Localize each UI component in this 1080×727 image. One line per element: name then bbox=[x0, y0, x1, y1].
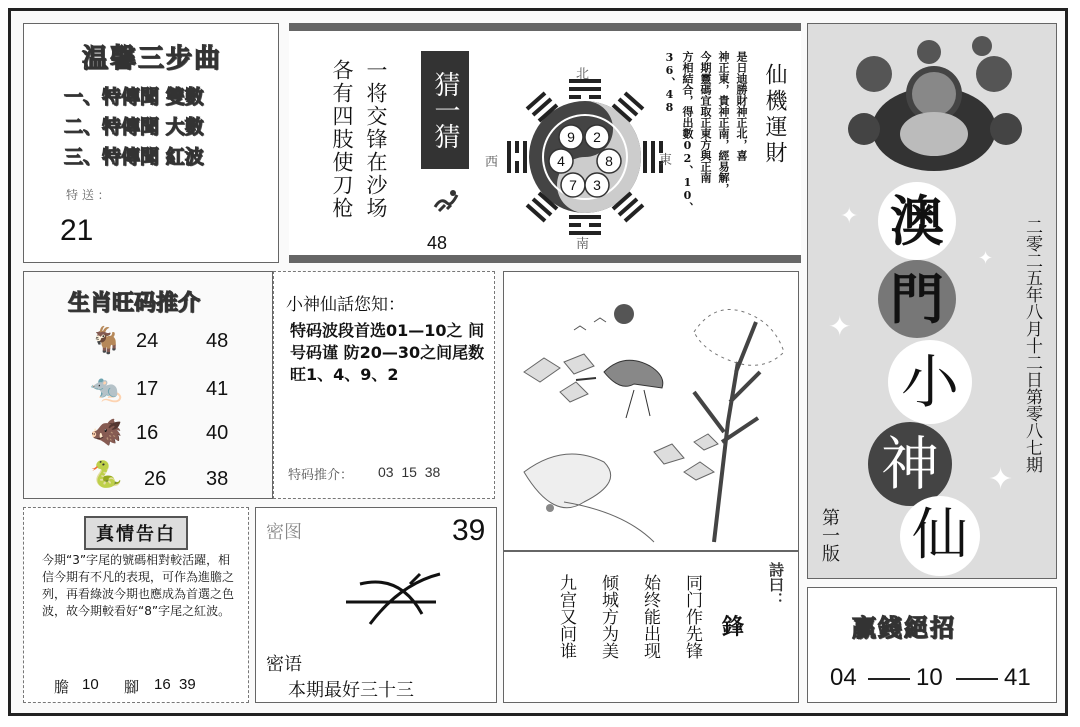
riddle-poem-col2: 各有四肢使刀枪 bbox=[330, 59, 354, 220]
riddle-poem-col1: 一将交锋在沙场 bbox=[364, 59, 388, 220]
fortune-text-2: 神正東，貴神正南，經易解， bbox=[717, 51, 730, 194]
brand-char-3: 小 bbox=[900, 348, 959, 416]
win-number: 04 bbox=[830, 664, 857, 691]
win-title: 贏錢絕招 bbox=[852, 613, 956, 642]
sparkle-icon: ✦ bbox=[988, 462, 1014, 497]
poem-line: 九宫又问谁 bbox=[556, 574, 576, 659]
brand-char-4: 神 bbox=[880, 430, 939, 498]
recommend-values: 03 15 38 bbox=[378, 464, 441, 480]
poem-label: 詩曰： bbox=[767, 562, 785, 607]
fortune-text-5: 36、48 bbox=[663, 51, 676, 114]
bagua-number: 9 bbox=[567, 129, 575, 145]
zodiac-value: 38 bbox=[206, 468, 229, 490]
landscape-illustration bbox=[504, 272, 798, 550]
win-number: 10 bbox=[916, 664, 943, 691]
notice-panel bbox=[273, 271, 495, 499]
poem-title: 鋒 bbox=[722, 614, 745, 640]
zodiac-value: 17 bbox=[136, 378, 159, 400]
special-label: 特 送 ： bbox=[66, 188, 110, 202]
sparkle-icon: ✦ bbox=[978, 248, 994, 269]
zodiac-value: 24 bbox=[136, 330, 159, 352]
poem-line: 同门作先锋 bbox=[682, 574, 702, 659]
edition-label: 第一版 bbox=[819, 508, 840, 562]
secret-phrase: 本期最好三十三 bbox=[288, 680, 414, 701]
fortune-text-1: 是日迪勝財神正北，喜 bbox=[735, 51, 748, 161]
confession-panel bbox=[23, 507, 249, 703]
fortune-text-4: 方相結合，得出數02、10、 bbox=[681, 51, 694, 213]
mouse-icon: 🐀 bbox=[90, 374, 123, 404]
zodiac-value: 26 bbox=[144, 468, 167, 490]
secret-map-figure bbox=[340, 564, 450, 634]
secret-panel bbox=[255, 507, 497, 703]
snake-icon: 🐍 bbox=[90, 460, 123, 490]
win-number: 41 bbox=[1004, 664, 1031, 691]
step-line-3: 三、特傳聞 紅波 bbox=[64, 146, 204, 168]
zodiac-panel bbox=[23, 271, 273, 499]
bagua-number: 8 bbox=[605, 153, 613, 169]
zodiac-value: 41 bbox=[206, 378, 229, 400]
confession-body: 今期“3”字尾的號碼相對較活躍，相信今期有不凡的表現，可作為進膽之列，再看綠波今期也應成為首選之色波，故今期較看好“8”字尾之紅波。 bbox=[42, 553, 235, 618]
dan-label: 膽 bbox=[54, 678, 70, 696]
special-value: 21 bbox=[60, 214, 94, 247]
page-frame bbox=[8, 8, 1068, 716]
riddle-figure-icon bbox=[427, 185, 461, 215]
step-line-2: 二、特傳聞 大數 bbox=[64, 116, 204, 138]
goat-icon: 🐐 bbox=[90, 326, 123, 356]
brand-char-1: 澳 bbox=[890, 189, 944, 253]
top-middle-panel bbox=[289, 23, 801, 263]
bagua-east: 東 bbox=[659, 153, 673, 168]
brand-panel bbox=[807, 23, 1057, 579]
confession-title: 真情告白 bbox=[84, 516, 188, 550]
bagua-number: 2 bbox=[593, 129, 601, 145]
step-line-1: 一、特傳聞 雙數 bbox=[64, 86, 204, 108]
riddle-banner: 猜一猜 bbox=[421, 51, 469, 169]
jiao-label: 腳 bbox=[124, 678, 140, 696]
zodiac-value: 40 bbox=[206, 422, 229, 444]
riddle-answer: 48 bbox=[427, 233, 448, 253]
zodiac-value: 48 bbox=[206, 330, 229, 352]
poem-line: 始终能出现 bbox=[640, 574, 660, 659]
notice-title: 小神仙話您知： bbox=[286, 295, 405, 315]
three-steps-panel bbox=[23, 23, 279, 263]
bagua-number: 3 bbox=[593, 177, 601, 193]
bagua-north: 北 bbox=[576, 67, 590, 82]
dan-value: 10 bbox=[82, 676, 99, 693]
buddha-figures-icon bbox=[834, 34, 1034, 184]
fortune-title: 仙機運財 bbox=[762, 63, 787, 167]
top-bar bbox=[289, 23, 801, 31]
fortune-text-3: 今期靈碼宜取正東方與正南 bbox=[699, 51, 712, 183]
notice-body: 特码波段首选01—10之 间号码谨 防20—30之间尾数 旺1、4、9、2 bbox=[290, 321, 485, 384]
three-steps-title: 温馨三步曲 bbox=[82, 44, 223, 74]
win-dash bbox=[868, 678, 910, 680]
illustration-panel bbox=[503, 271, 799, 551]
bagua-south: 南 bbox=[576, 237, 590, 252]
poem-panel bbox=[503, 551, 799, 703]
bottom-bar bbox=[289, 255, 801, 263]
sparkle-icon: ✦ bbox=[840, 204, 859, 229]
win-panel bbox=[807, 587, 1057, 703]
bagua-number: 4 bbox=[557, 153, 565, 169]
recommend-label: 特码推介： bbox=[288, 468, 354, 483]
secret-phrase-label: 密语 bbox=[266, 654, 302, 675]
jiao-value: 16 39 bbox=[154, 676, 196, 693]
zodiac-value: 16 bbox=[136, 422, 159, 444]
boar-icon: 🐗 bbox=[90, 418, 123, 448]
zodiac-title: 生肖旺码推介 bbox=[68, 290, 201, 316]
brand-char-2: 門 bbox=[890, 267, 944, 331]
bagua-diagram bbox=[495, 67, 675, 247]
secret-map-number: 39 bbox=[452, 514, 486, 547]
brand-char-5: 仙 bbox=[912, 503, 968, 568]
secret-map-label: 密图 bbox=[266, 522, 302, 543]
poem-line: 倾城方为美 bbox=[598, 574, 618, 659]
win-dash bbox=[956, 678, 998, 680]
sparkle-icon: ✦ bbox=[828, 310, 852, 343]
bagua-number: 7 bbox=[569, 177, 577, 193]
bagua-west: 西 bbox=[485, 155, 499, 170]
issue-date: 二零二五年八月十二日第零八七期 bbox=[1022, 218, 1042, 473]
